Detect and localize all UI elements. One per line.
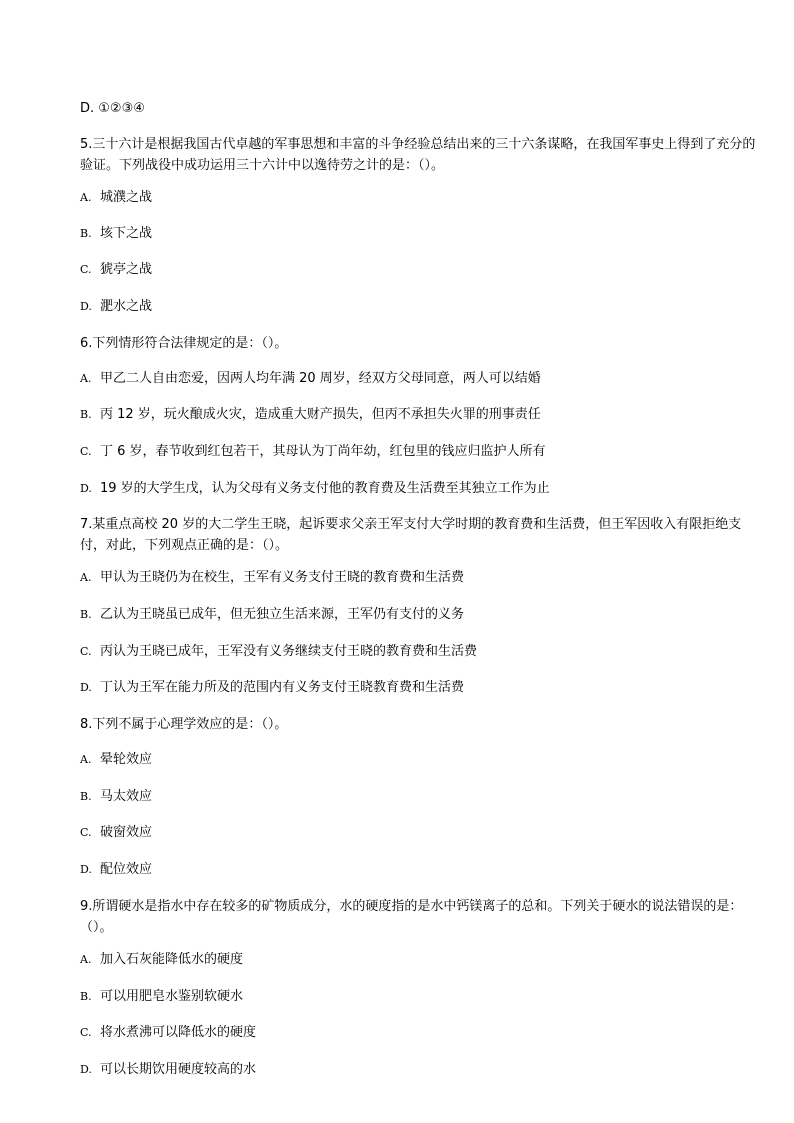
- option-line: [80, 406, 541, 424]
- option-line: [80, 788, 152, 806]
- option-line: [80, 1061, 256, 1079]
- option-text: 甲乙二人自由恋爱，因两人均年满 20 周岁，经双方父母同意，两人可以结婚: [100, 371, 541, 386]
- question-6: [80, 333, 760, 354]
- option-letter: A.: [80, 372, 92, 385]
- option-text: 丙 12 岁，玩火酿成火灾，造成重大财产损失，但丙不承担失火罪的刑事责任: [100, 407, 541, 422]
- option-letter: A.: [80, 191, 92, 204]
- option-letter: A.: [80, 953, 92, 966]
- option-text: 甲认为王晓仍为在校生，王军有义务支付王晓的教育费和生活费: [100, 570, 465, 585]
- option-text: 可以长期饮用硬度较高的水: [100, 1062, 257, 1077]
- option-line: [80, 951, 243, 969]
- option-letter: A.: [80, 753, 92, 766]
- option-line: [80, 100, 145, 118]
- question-text: 7.某重点高校 20 岁的大二学生王晓，起诉要求父亲王军支付大学时期的教育费和生活费，但王军因收入有限拒绝支付，对此，下列观点正确的是：（）。: [80, 517, 742, 553]
- question-8: [80, 714, 760, 735]
- option-text: 19 岁的大学生戊，认为父母有义务支付他的教育费及生活费至其独立工作为止: [100, 481, 550, 496]
- option-line: [80, 480, 550, 498]
- question-text: 9.所谓硬水是指水中存在较多的矿物质成分，水的硬度指的是水中钙镁离子的总和。下列关于硬水的说法错误的是：（）。: [80, 899, 743, 935]
- question-5: [80, 134, 760, 176]
- option-text: 丙认为王晓已成年，王军没有义务继续支付王晓的教育费和生活费: [100, 644, 478, 659]
- option-text: 配位效应: [100, 862, 153, 877]
- option-letter: D.: [80, 863, 92, 876]
- option-text: 城濮之战: [100, 190, 153, 205]
- option-letter: B.: [80, 790, 92, 803]
- question-7: [80, 514, 760, 556]
- question-9: [80, 896, 760, 938]
- option-line: [80, 189, 152, 207]
- question-text: 8.下列不属于心理学效应的是：（）。: [80, 717, 288, 732]
- option-text: 猇亭之战: [100, 262, 153, 277]
- option-line: [80, 370, 541, 388]
- option-letter: B.: [80, 990, 92, 1003]
- option-text: 垓下之战: [100, 226, 153, 241]
- option-line: [80, 643, 477, 661]
- option-line: [80, 261, 152, 279]
- option-line: [80, 751, 152, 769]
- option-text: 乙认为王晓虽已成年，但无独立生活来源，王军仍有支付的义务: [100, 607, 465, 622]
- option-line: [80, 443, 546, 461]
- option-line: [80, 298, 152, 316]
- option-text: D. ①②③④: [80, 101, 145, 116]
- option-letter: B.: [80, 608, 92, 621]
- option-line: [80, 824, 152, 842]
- option-letter: C.: [80, 445, 92, 458]
- option-text: 破窗效应: [100, 825, 153, 840]
- option-line: [80, 861, 152, 879]
- option-line: [80, 988, 243, 1006]
- option-letter: C.: [80, 645, 92, 658]
- option-text: 加入石灰能降低水的硬度: [100, 952, 244, 967]
- option-line: [80, 569, 464, 587]
- option-letter: D.: [80, 681, 92, 694]
- option-letter: C.: [80, 826, 92, 839]
- option-letter: D.: [80, 300, 92, 313]
- option-text: 晕轮效应: [100, 752, 153, 767]
- option-text: 可以用肥皂水鉴别软硬水: [100, 989, 244, 1004]
- option-letter: B.: [80, 408, 92, 421]
- option-letter: A.: [80, 571, 92, 584]
- option-text: 丁认为王军在能力所及的范围内有义务支付王晓教育费和生活费: [100, 680, 465, 695]
- option-line: [80, 679, 464, 697]
- option-text: 将水煮沸可以降低水的硬度: [100, 1025, 257, 1040]
- option-line: [80, 606, 464, 624]
- option-letter: C.: [80, 263, 92, 276]
- option-letter: B.: [80, 227, 92, 240]
- question-text: 5.三十六计是根据我国古代卓越的军事思想和丰富的斗争经验总结出来的三十六条谋略，在我国军事史上得到了充分的验证。下列战役中成功运用三十六计中以逸待劳之计的是：（）。: [80, 137, 756, 173]
- option-line: [80, 225, 152, 243]
- option-letter: C.: [80, 1026, 92, 1039]
- option-text: 马太效应: [100, 789, 153, 804]
- question-text: 6.下列情形符合法律规定的是：（）。: [80, 336, 288, 351]
- option-text: 丁 6 岁，春节收到红包若干，其母认为丁尚年幼，红包里的钱应归监护人所有: [100, 444, 546, 459]
- option-text: 淝水之战: [100, 299, 153, 314]
- option-letter: D.: [80, 482, 92, 495]
- option-letter: D.: [80, 1063, 92, 1076]
- option-line: [80, 1024, 256, 1042]
